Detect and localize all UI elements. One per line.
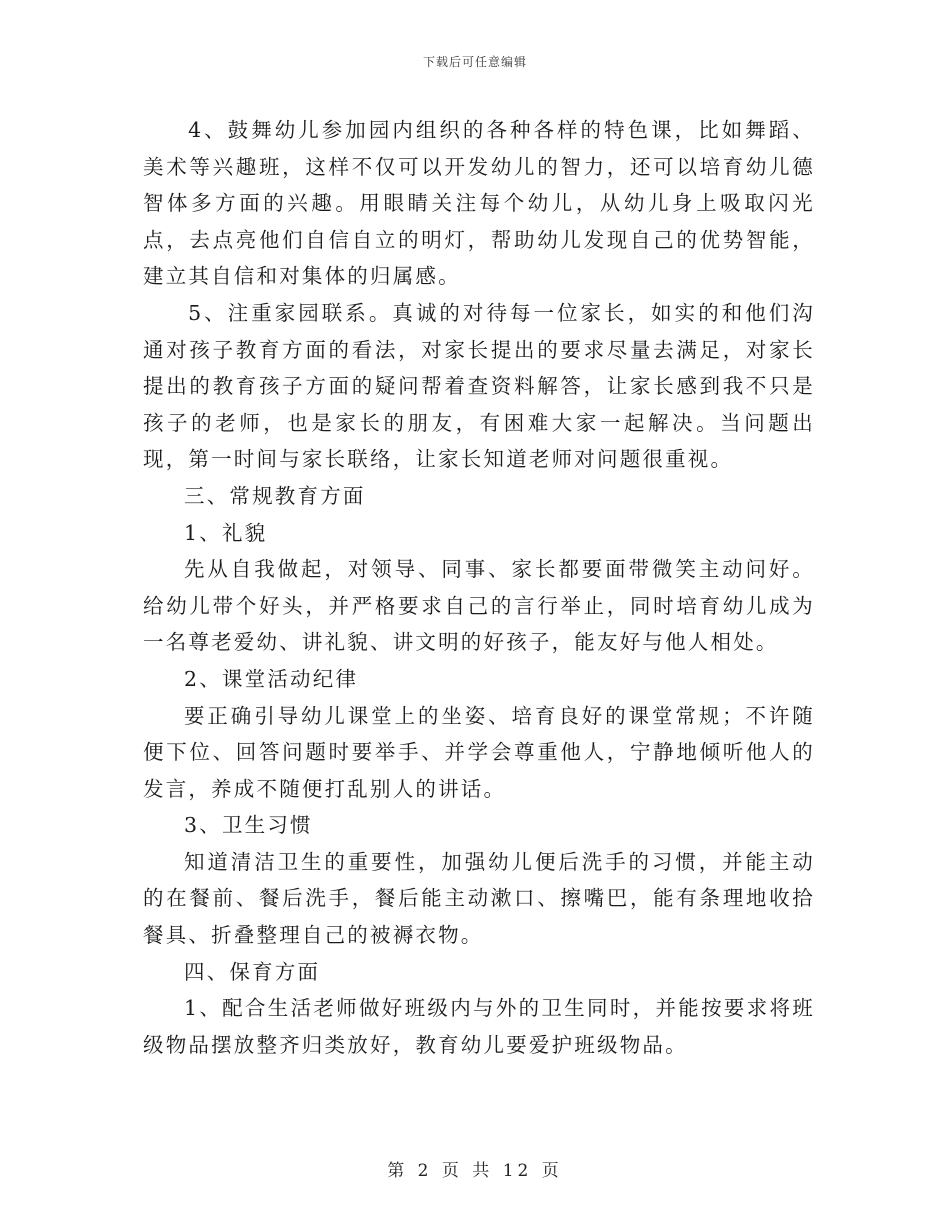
- paragraph-courtesy: 先从自我做起，对领导、同事、家长都要面带微笑主动问好。给幼儿带个好头，并严格要求自己的言行举止，同时培育幼儿成为一名尊老爱幼、讲礼貌、讲文明的好孩子，能友好与他人相处。: [143, 557, 815, 655]
- paragraph-hygiene-habits: 知道清洁卫生的重要性，加强幼儿便后洗手的习惯，并能主动的在餐前、餐后洗手，餐后能主动漱口、擦嘴巴，能有条理地收拾餐具、折叠整理自己的被褥衣物。: [143, 849, 815, 948]
- subheading-hygiene-habits: 3、卫生习惯: [184, 813, 313, 838]
- subheading-classroom-discipline: 2、课堂活动纪律: [184, 666, 359, 691]
- paragraph-item-5: 5、注重家园联系。真诚的对待每一位家长，如实的和他们沟通对孩子教育方面的看法，对家长提出的要求尽量去满足，对家长提出的教育孩子方面的疑问帮着查资料解答，让家长感到我不只是孩子的老师，也是家长的朋友，有困难大家一起解决。当问题出现，第一时间与家长联络，让家长知道老师对问题很重视。: [143, 300, 815, 472]
- section-heading-routine-education: 三、常规教育方面: [184, 483, 366, 508]
- page-footer: 第 2 页 共 12 页: [387, 1161, 563, 1181]
- document-body: [143, 112, 815, 1063]
- subheading-courtesy: 1、礼貌: [184, 520, 268, 545]
- paragraph-item-4: 4、鼓舞幼儿参加园内组织的各种各样的特色课，比如舞蹈、美术等兴趣班，这样不仅可以开发幼儿的智力，还可以培育幼儿德智体多方面的兴趣。用眼睛关注每个幼儿，从幼儿身上吸取闪光点，去点亮他们自信自立的明灯，帮助幼儿发现自己的优势智能，建立其自信和对集体的归属感。: [143, 118, 815, 289]
- page-header: 下载后可任意编辑: [422, 55, 527, 69]
- paragraph-childcare-1: 1、配合生活老师做好班级内与外的卫生同时，并能按要求将班级物品摆放整齐归类放好，教育幼儿要爱护班级物品。: [143, 996, 815, 1057]
- paragraph-classroom-discipline: 要正确引导幼儿课堂上的坐姿、培育良好的课堂常规；不许随便下位、回答问题时要举手、并学会尊重他人，宁静地倾听他人的发言，养成不随便打乱别人的讲话。: [143, 703, 815, 801]
- section-heading-childcare: 四、保育方面: [184, 959, 321, 984]
